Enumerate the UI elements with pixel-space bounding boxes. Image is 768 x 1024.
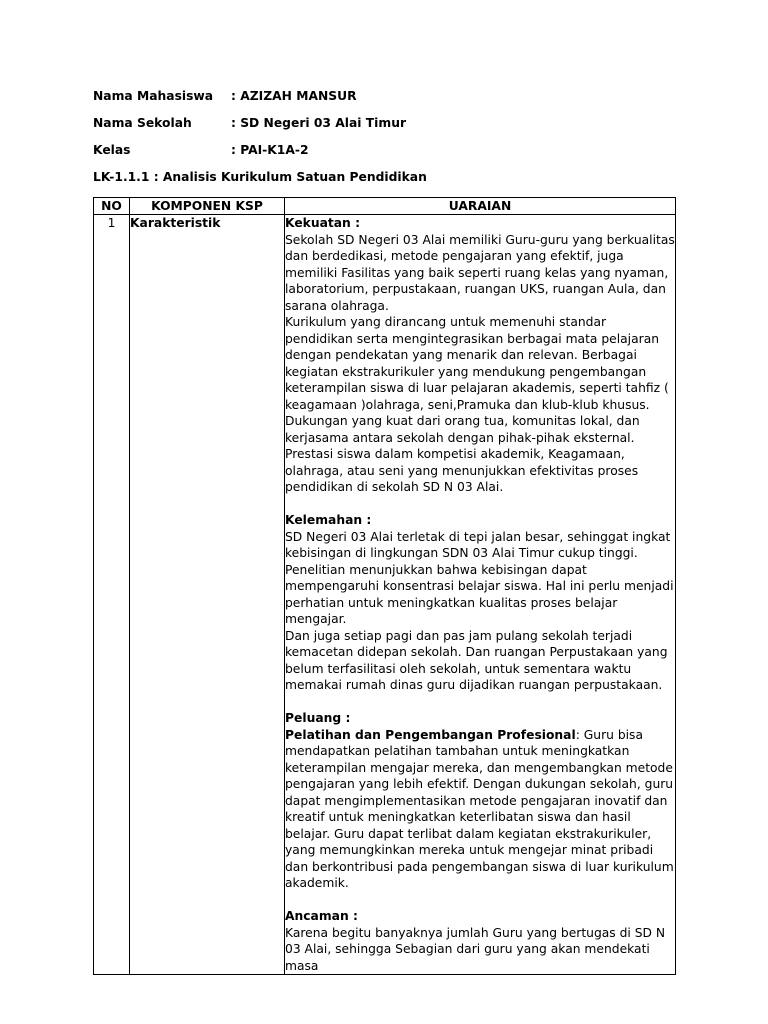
kelas-line (93, 142, 309, 158)
kelas-value: : PAI-K1A-2 (231, 143, 309, 157)
kelemahan-paragraph-1: SD Negeri 03 Alai terletak di tepi jalan besar, sehinggat ingkat kebisingan di lingkungan SDN 03 Alai Timur cukup tinggi. Penelitian menunjukkan bahwa kebisingan dapat mempengaruhi konsentrasi belajar siswa. Hal ini perlu menjadi perhatian untuk meningkatkan kualitas proses belajar mengajar. (285, 529, 674, 626)
peluang-text: : Guru bisa mendapatkan pelatihan tambahan untuk meningkatkan keterampilan mengajar mereka, dan mengembangkan metode pengajaran yang lebih efektif. Dengan dukungan sekolah, guru dapat mengimplementasikan metode pengajaran inovatif dan kreatif untuk meningkatkan keterlibatan siswa dan hasil belajar. Guru dapat terlibat dalam kegiatan ekstrakurikuler, yang memungkinkan mereka untuk mengejar minat pribadi dan berkontribusi pada pengembangan siswa di luar kurikulum akademik. (285, 727, 674, 890)
nama-mahasiswa-label: Nama Mahasiswa (93, 89, 214, 103)
nama-mahasiswa-value: : AZIZAH MANSUR (231, 89, 357, 103)
table-row (94, 215, 676, 975)
nama-sekolah-line (93, 115, 406, 131)
kelas-label: Kelas (93, 143, 131, 157)
ancaman-heading: Ancaman : (285, 909, 358, 923)
spacer (285, 694, 675, 711)
ancaman-paragraph: Karena begitu banyaknya jumlah Guru yang bertugas di SD N 03 Alai, sehingga Sebagian dari guru yang akan mendekati masa (285, 925, 666, 973)
row-komponen: Karakteristik (130, 215, 285, 975)
kelemahan-paragraph-2: Dan juga setiap pagi dan pas jam pulang sekolah terjadi kemacetan didepan sekolah. Dan ruangan Perpustakaan yang belum terfasilitasi oleh sekolah, untuk sementara waktu memakai rumah dinas guru dijadikan ruangan perpustakaan. (285, 628, 668, 692)
peluang-paragraph (285, 727, 675, 892)
spacer (285, 496, 675, 513)
spacer (285, 892, 675, 909)
nama-mahasiswa-line (93, 88, 357, 104)
header-komponen: KOMPONEN KSP (130, 198, 285, 215)
peluang-heading: Peluang : (285, 711, 351, 725)
kekuatan-paragraph-1: Sekolah SD Negeri 03 Alai memiliki Guru-guru yang berkualitas dan berdedikasi, metode pengajaran yang efektif, juga memiliki Fasilitas yang baik seperti ruang kelas yang nyaman, laboratorium, perpustakaan, ruangan UKS, ruangan Aula, dan sarana olahraga. (285, 232, 675, 313)
header-uraian: UARAIAN (285, 198, 676, 215)
kekuatan-heading: Kekuatan : (285, 216, 361, 230)
peluang-subheading: Pelatihan dan Pengembangan Profesional (285, 727, 576, 742)
row-uraian (285, 215, 676, 975)
worksheet-title: LK-1.1.1 : Analisis Kurikulum Satuan Pendidikan (93, 170, 427, 184)
kelemahan-heading: Kelemahan : (285, 513, 372, 527)
kekuatan-paragraph-2: Kurikulum yang dirancang untuk memenuhi standar pendidikan serta mengintegrasikan berbagai mata pelajaran dengan pendekatan yang menarik dan relevan. Berbagai kegiatan ekstrakurikuler yang mendukung pengembangan keterampilan siswa di luar pelajaran akademis, seperti tahfiz ( keagamaan )olahraga, seni,Pramuka dan klub-klub khusus. Dukungan yang kuat dari orang tua, komunitas lokal, dan kerjasama antara sekolah dengan pihak-pihak eksternal. Prestasi siswa dalam kompetisi akademik, Keagamaan, olahraga, atau seni yang menunjukkan efektivitas proses pendidikan di sekolah SD N 03 Alai. (285, 315, 669, 494)
table-header-row (94, 198, 676, 215)
row-number: 1 (94, 215, 130, 975)
header-no: NO (94, 198, 130, 215)
nama-sekolah-value: : SD Negeri 03 Alai Timur (231, 116, 407, 130)
nama-sekolah-label: Nama Sekolah (93, 116, 192, 130)
ksp-analysis-table (93, 197, 676, 975)
